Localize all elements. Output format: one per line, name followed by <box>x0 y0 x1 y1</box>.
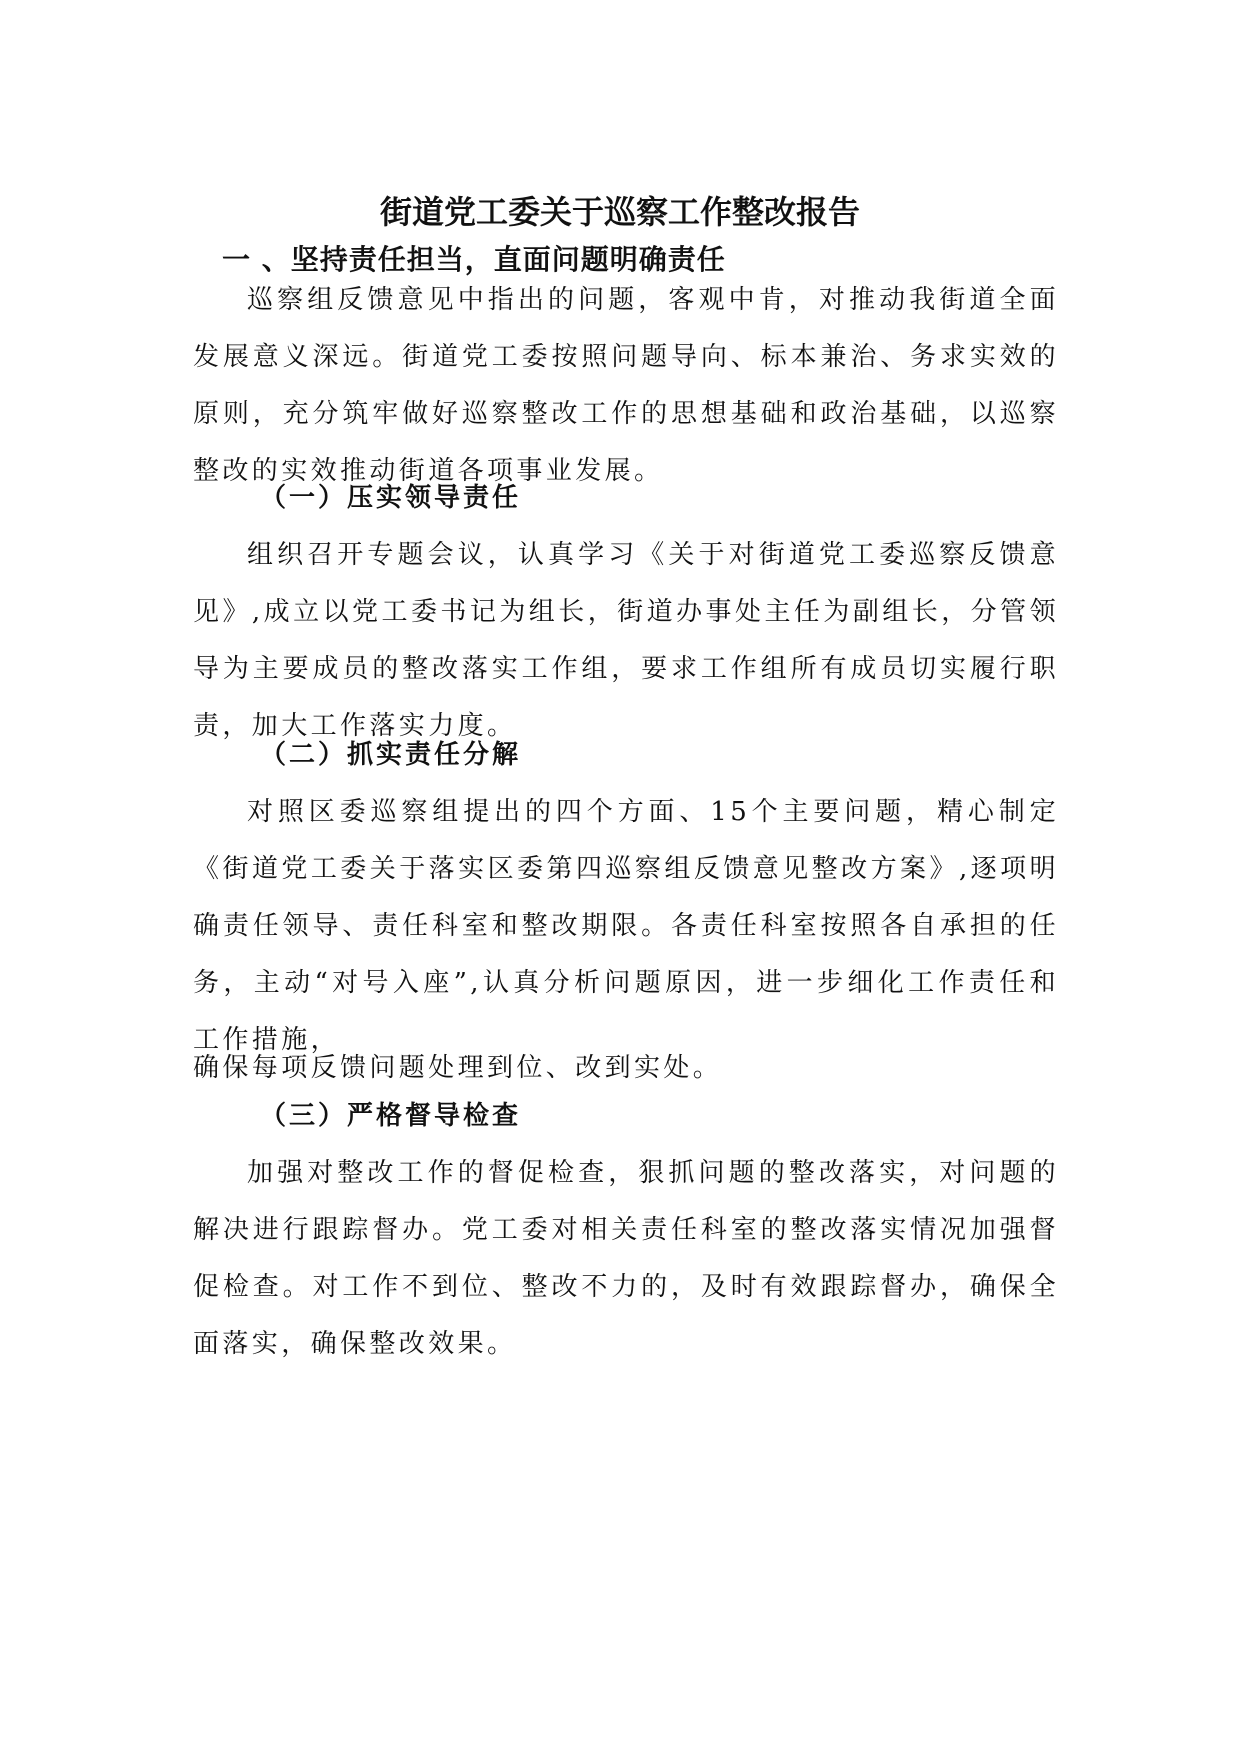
subsection-heading-1: （一）压实领导责任 <box>260 483 522 513</box>
document-title: 街道党工委关于巡察工作整改报告 <box>379 193 860 231</box>
subsection-3-paragraph: 加强对整改工作的督促检查，狠抓问题的整改落实，对问题的解决进行跟踪督办。党工委对相关责任科室的整改落实情况加强督促检查。对工作不到位、整改不力的，及时有效跟踪督办，确保全面落实，确保整改效果。 <box>193 1158 1059 1359</box>
subsection-1-paragraph: 组织召开专题会议，认真学习《关于对街道党工委巡察反馈意见》,成立以党工委书记为组长，街道办事处主任为副组长，分管领导为主要成员的整改落实工作组，要求工作组所有成员切实履行职责，加大工作落实力度。 <box>193 540 1059 741</box>
section-heading-1: 一 、坚持责任担当，直面问题明确责任 <box>222 243 726 276</box>
subsection-2-paragraph: 对照区委巡察组提出的四个方面、15个主要问题，精心制定《街道党工委关于落实区委第四巡察组反馈意见整改方案》,逐项明确责任领导、责任科室和整改期限。各责任科室按照各自承担的任务，主动“对号入座”,认真分析问题原因，进一步细化工作责任和工作措施， <box>193 797 1059 1055</box>
subsection-heading-2: （二）抓实责任分解 <box>260 740 522 770</box>
subsection-2-paragraph-continued: 确保每项反馈问题处理到位、改到实处。 <box>193 1053 723 1083</box>
intro-paragraph: 巡察组反馈意见中指出的问题，客观中肯，对推动我街道全面发展意义深远。街道党工委按照问题导向、标本兼治、务求实效的原则，充分筑牢做好巡察整改工作的思想基础和政治基础，以巡察整改的实效推动街道各项事业发展。 <box>193 285 1059 486</box>
subsection-heading-3: （三）严格督导检查 <box>260 1101 522 1131</box>
